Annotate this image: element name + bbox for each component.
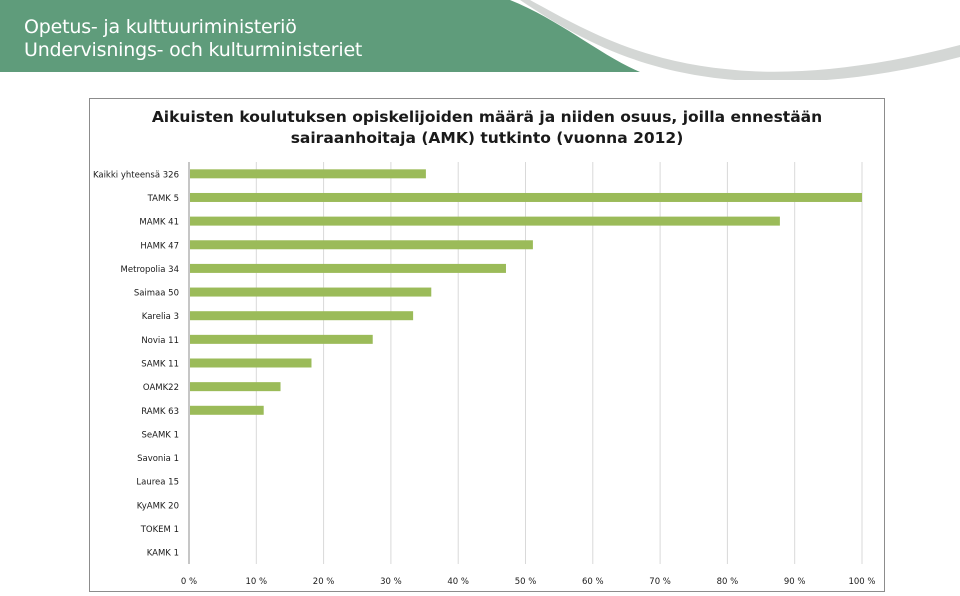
x-tick-label: 90 % <box>783 577 806 587</box>
bar <box>190 240 533 249</box>
x-tick-label: 50 % <box>514 577 537 587</box>
chart-title-line-2: sairaanhoitaja (AMK) tutkinto (vuonna 2012) <box>290 129 684 147</box>
y-category-label: SeAMK 1 <box>141 430 179 441</box>
x-tick-label: 30 % <box>380 577 402 587</box>
org-name-finnish: Opetus- ja kulttuuriministeriö <box>24 16 297 38</box>
x-tick-label: 10 % <box>245 577 268 587</box>
y-category-label: Novia 11 <box>141 335 179 346</box>
y-category-label: HAMK 47 <box>140 241 179 252</box>
x-tick-label: 100 % <box>848 577 876 587</box>
y-category-label: KyAMK 20 <box>136 501 179 512</box>
y-category-label: OAMK22 <box>142 383 179 394</box>
y-category-label: KAMK 1 <box>146 548 179 559</box>
org-name-swedish: Undervisnings- och kulturministeriet <box>24 39 363 61</box>
y-category-label: Laurea 15 <box>136 477 179 488</box>
bar <box>190 193 862 202</box>
y-category-label: MAMK 41 <box>139 217 179 228</box>
bar <box>190 406 264 415</box>
x-tick-label: 20 % <box>312 577 335 587</box>
y-category-label: Saimaa 50 <box>133 288 179 299</box>
chart-title-line-1: Aikuisten koulutuksen opiskelijoiden määrä ja niiden osuus, joilla ennestään <box>151 108 823 126</box>
bar-chart-plot <box>90 99 886 593</box>
y-category-label: SAMK 11 <box>141 359 179 370</box>
bar <box>190 359 311 368</box>
bar <box>190 217 780 226</box>
y-category-label: Karelia 3 <box>141 312 179 323</box>
y-category-label: Metropolia 34 <box>120 264 179 275</box>
bar <box>190 288 431 297</box>
x-tick-label: 40 % <box>447 577 470 587</box>
y-category-label: Kaikki yhteensä 326 <box>92 170 179 181</box>
y-category-label: Savonia 1 <box>137 454 179 465</box>
bar <box>190 264 506 273</box>
bar <box>190 382 281 391</box>
header-banner <box>0 0 960 80</box>
x-tick-label: 70 % <box>649 577 671 587</box>
y-category-label: RAMK 63 <box>141 406 179 417</box>
x-tick-label: 0 % <box>180 577 198 587</box>
bar <box>190 311 413 320</box>
y-category-label: TAMK 5 <box>147 193 179 204</box>
bar <box>190 169 426 178</box>
chart-container <box>89 98 885 592</box>
bar <box>190 335 373 344</box>
x-tick-label: 80 % <box>716 577 739 587</box>
x-tick-label: 60 % <box>581 577 604 587</box>
y-category-label: TOKEM 1 <box>140 525 179 536</box>
